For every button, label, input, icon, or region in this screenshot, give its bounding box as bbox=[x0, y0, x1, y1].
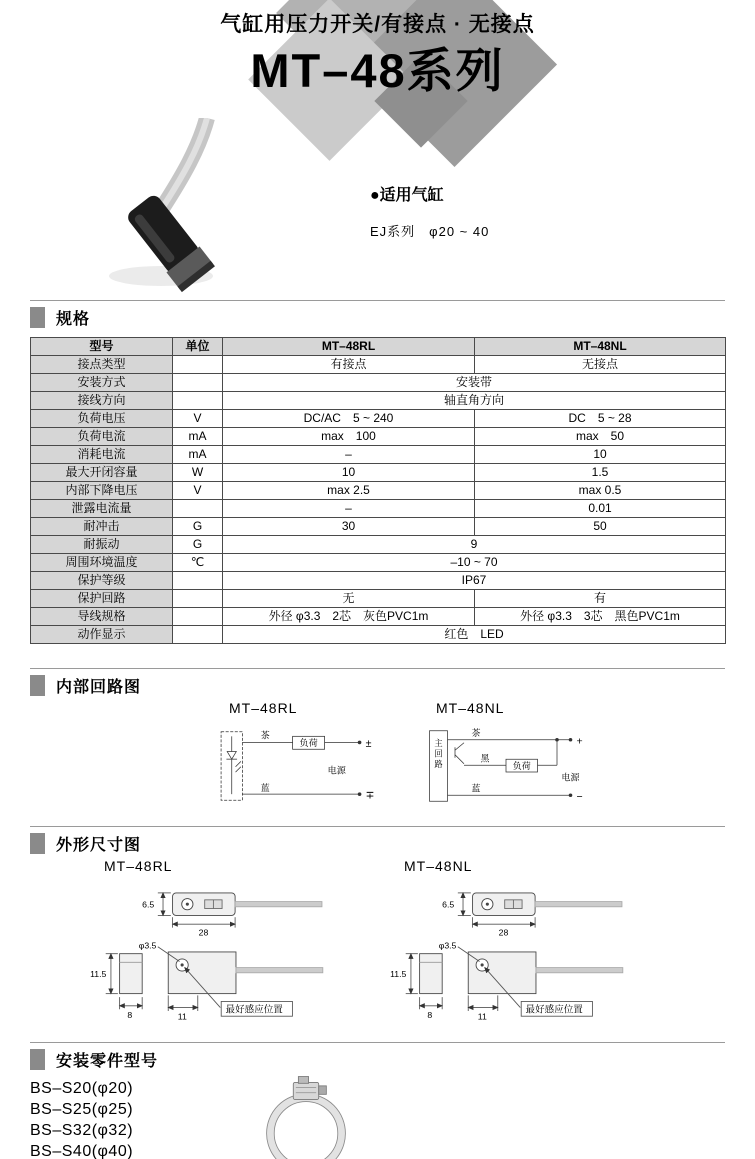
dimension-rl-drawing bbox=[90, 879, 342, 1044]
wire-brown-label: 茶 bbox=[260, 730, 270, 741]
circuit-nl-diagram bbox=[422, 721, 602, 811]
spec-row-unit: G bbox=[173, 536, 223, 554]
wire-black-label: 黑 bbox=[480, 753, 490, 764]
terminal-plus-label: + bbox=[576, 735, 583, 748]
product-photo bbox=[95, 118, 255, 293]
spec-table-body bbox=[31, 356, 726, 644]
dimension-block-nl bbox=[390, 858, 642, 1044]
spec-value-nl: 1.5 bbox=[475, 464, 726, 482]
spec-row-unit bbox=[173, 374, 223, 392]
spec-row-name: 保护等级 bbox=[31, 572, 173, 590]
section-internal-circuit bbox=[30, 668, 725, 811]
dim-11-5: 11.5 bbox=[390, 969, 407, 980]
spec-value-nl: DC 5 ~ 28 bbox=[475, 410, 726, 428]
spec-row-unit bbox=[173, 626, 223, 644]
spec-row bbox=[31, 356, 726, 374]
spec-row-name: 负荷电压 bbox=[31, 410, 173, 428]
spec-value-both: IP67 bbox=[223, 572, 726, 590]
spec-value-rl: max 2.5 bbox=[223, 482, 475, 500]
spec-row-unit bbox=[173, 356, 223, 374]
spec-value-nl: 外径 φ3.3 3芯 黑色PVC1m bbox=[475, 608, 726, 626]
spec-col-nl: MT–48NL bbox=[475, 338, 726, 356]
spec-value-nl: 10 bbox=[475, 446, 726, 464]
section-header bbox=[30, 1048, 725, 1070]
dim-6-5: 6.5 bbox=[142, 899, 155, 910]
spec-row-unit: V bbox=[173, 410, 223, 428]
spec-row bbox=[31, 518, 726, 536]
dim-28: 28 bbox=[198, 927, 209, 938]
spec-value-rl: 10 bbox=[223, 464, 475, 482]
applicable-cylinder-block bbox=[370, 182, 489, 240]
spec-value-rl: max 100 bbox=[223, 428, 475, 446]
mounting-model: BS–S40(φ40) bbox=[30, 1143, 134, 1159]
spec-value-rl: 有接点 bbox=[223, 356, 475, 374]
spec-value-rl: 无 bbox=[223, 590, 475, 608]
spec-row-unit bbox=[173, 572, 223, 590]
main-circuit-text: 主回路 bbox=[434, 738, 443, 769]
spec-value-both: 安装带 bbox=[223, 374, 726, 392]
spec-value-nl: 50 bbox=[475, 518, 726, 536]
spec-row bbox=[31, 392, 726, 410]
spec-value-rl: 30 bbox=[223, 518, 475, 536]
load-label: 负荷 bbox=[299, 738, 318, 749]
dimension-rl-label: MT–48RL bbox=[104, 858, 173, 874]
circuit-block-rl bbox=[215, 700, 390, 811]
dimension-block-rl bbox=[90, 858, 342, 1044]
spec-row bbox=[31, 608, 726, 626]
spec-row-name: 最大开闭容量 bbox=[31, 464, 173, 482]
spec-value-both: 红色 LED bbox=[223, 626, 726, 644]
wire-brown-label: 茶 bbox=[471, 728, 481, 738]
section-marker-icon bbox=[30, 307, 45, 328]
section-title-dimensions: 外形尺寸图 bbox=[56, 836, 142, 854]
spec-value-nl: 0.01 bbox=[475, 500, 726, 518]
spec-value-nl: max 50 bbox=[475, 428, 726, 446]
spec-row-unit: mA bbox=[173, 428, 223, 446]
mounting-model-list bbox=[30, 1078, 133, 1159]
spec-row-name: 动作显示 bbox=[31, 626, 173, 644]
dim-phi-3-5: φ3.5 bbox=[138, 940, 157, 951]
terminal-pm-label: ± bbox=[365, 737, 372, 750]
section-mounting-parts bbox=[30, 1042, 725, 1159]
spec-row bbox=[31, 374, 726, 392]
spec-row bbox=[31, 554, 726, 572]
spec-value-nl: 有 bbox=[475, 590, 726, 608]
band-clamp-drawing bbox=[241, 1074, 371, 1159]
power-label: 电源 bbox=[327, 765, 346, 776]
section-title-circuit: 内部回路图 bbox=[56, 678, 142, 696]
dimension-nl-label: MT–48NL bbox=[404, 858, 473, 874]
circuit-rl-diagram bbox=[215, 721, 390, 811]
spec-row-name: 耐振动 bbox=[31, 536, 173, 554]
spec-row-name: 安装方式 bbox=[31, 374, 173, 392]
spec-col-model: 型号 bbox=[31, 338, 173, 356]
spec-row bbox=[31, 626, 726, 644]
spec-table bbox=[30, 337, 726, 644]
spec-row-name: 导线规格 bbox=[31, 608, 173, 626]
section-marker-icon bbox=[30, 1049, 45, 1070]
section-title-mounting: 安装零件型号 bbox=[56, 1052, 159, 1070]
spec-row-name: 负荷电流 bbox=[31, 428, 173, 446]
section-specifications bbox=[30, 300, 725, 644]
spec-row bbox=[31, 572, 726, 590]
best-position-label: 最好感应位置 bbox=[225, 1004, 283, 1016]
spec-row-unit bbox=[173, 590, 223, 608]
spec-row-unit: mA bbox=[173, 446, 223, 464]
section-header bbox=[30, 832, 725, 854]
spec-row-unit: W bbox=[173, 464, 223, 482]
spec-value-both: –10 ~ 70 bbox=[223, 554, 726, 572]
spec-row bbox=[31, 536, 726, 554]
mounting-content bbox=[30, 1078, 725, 1159]
page-subtitle: 气缸用压力开关/有接点 · 无接点 bbox=[220, 13, 535, 36]
spec-value-rl: DC/AC 5 ~ 240 bbox=[223, 410, 475, 428]
dim-11: 11 bbox=[477, 1011, 487, 1022]
spec-row-unit: ℃ bbox=[173, 554, 223, 572]
spec-row-name: 耐冲击 bbox=[31, 518, 173, 536]
spec-header-row bbox=[31, 338, 726, 356]
spec-row-name: 保护回路 bbox=[31, 590, 173, 608]
spec-row-unit: V bbox=[173, 482, 223, 500]
section-marker-icon bbox=[30, 833, 45, 854]
applicable-series: EJ系列 φ20 ~ 40 bbox=[370, 224, 490, 239]
power-label: 电源 bbox=[561, 772, 580, 783]
best-position-label: 最好感应位置 bbox=[525, 1004, 583, 1016]
dim-6-5: 6.5 bbox=[442, 899, 455, 910]
dim-8: 8 bbox=[427, 1009, 433, 1020]
spec-row-name: 内部下降电压 bbox=[31, 482, 173, 500]
spec-value-nl: max 0.5 bbox=[475, 482, 726, 500]
spec-value-rl: 外径 φ3.3 2芯 灰色PVC1m bbox=[223, 608, 475, 626]
terminal-minus-label: − bbox=[576, 790, 583, 803]
spec-row bbox=[31, 446, 726, 464]
spec-row-name: 接线方向 bbox=[31, 392, 173, 410]
dim-28: 28 bbox=[498, 927, 509, 938]
spec-row-name: 周围环境温度 bbox=[31, 554, 173, 572]
section-header bbox=[30, 674, 725, 696]
spec-row-unit: G bbox=[173, 518, 223, 536]
spec-value-nl: 无接点 bbox=[475, 356, 726, 374]
dimension-nl-drawing bbox=[390, 879, 642, 1044]
spec-col-unit: 单位 bbox=[173, 338, 223, 356]
spec-row-unit bbox=[173, 392, 223, 410]
mounting-model: BS–S25(φ25) bbox=[30, 1101, 134, 1118]
spec-row-unit bbox=[173, 608, 223, 626]
spec-row bbox=[31, 500, 726, 518]
circuit-block-nl bbox=[422, 700, 602, 811]
dim-phi-3-5: φ3.5 bbox=[438, 940, 457, 951]
page-title: MT–48系列 bbox=[250, 44, 505, 97]
circuit-diagrams bbox=[30, 700, 725, 811]
applicable-heading: ●适用气缸 bbox=[370, 187, 444, 204]
section-header bbox=[30, 306, 725, 328]
wire-blue-label: 蓝 bbox=[471, 783, 481, 794]
sensor-photo-illustration bbox=[95, 118, 255, 293]
circuit-rl-label: MT–48RL bbox=[229, 700, 298, 716]
section-dimensions bbox=[30, 826, 725, 1044]
dimension-drawings bbox=[30, 858, 725, 1044]
spec-row bbox=[31, 590, 726, 608]
spec-value-rl: – bbox=[223, 446, 475, 464]
spec-row bbox=[31, 464, 726, 482]
spec-row-name: 接点类型 bbox=[31, 356, 173, 374]
spec-row-name: 消耗电流 bbox=[31, 446, 173, 464]
mounting-band-illustration bbox=[241, 1074, 371, 1159]
dim-11: 11 bbox=[177, 1011, 187, 1022]
dim-8: 8 bbox=[127, 1009, 133, 1020]
terminal-mp-label: ∓ bbox=[365, 789, 375, 802]
wire-blue-label: 蓝 bbox=[260, 783, 270, 794]
spec-row-name: 泄露电流量 bbox=[31, 500, 173, 518]
spec-value-both: 9 bbox=[223, 536, 726, 554]
spec-value-both: 轴直角方向 bbox=[223, 392, 726, 410]
dim-11-5: 11.5 bbox=[90, 969, 107, 980]
mounting-model: BS–S20(φ20) bbox=[30, 1080, 134, 1097]
spec-row bbox=[31, 410, 726, 428]
spec-row bbox=[31, 482, 726, 500]
spec-row bbox=[31, 428, 726, 446]
section-title-specs: 规格 bbox=[56, 310, 91, 328]
load-label: 负荷 bbox=[512, 761, 531, 771]
spec-row-unit bbox=[173, 500, 223, 518]
circuit-nl-label: MT–48NL bbox=[436, 700, 505, 716]
spec-value-rl: – bbox=[223, 500, 475, 518]
section-marker-icon bbox=[30, 675, 45, 696]
spec-col-rl: MT–48RL bbox=[223, 338, 475, 356]
mounting-model: BS–S32(φ32) bbox=[30, 1122, 134, 1139]
